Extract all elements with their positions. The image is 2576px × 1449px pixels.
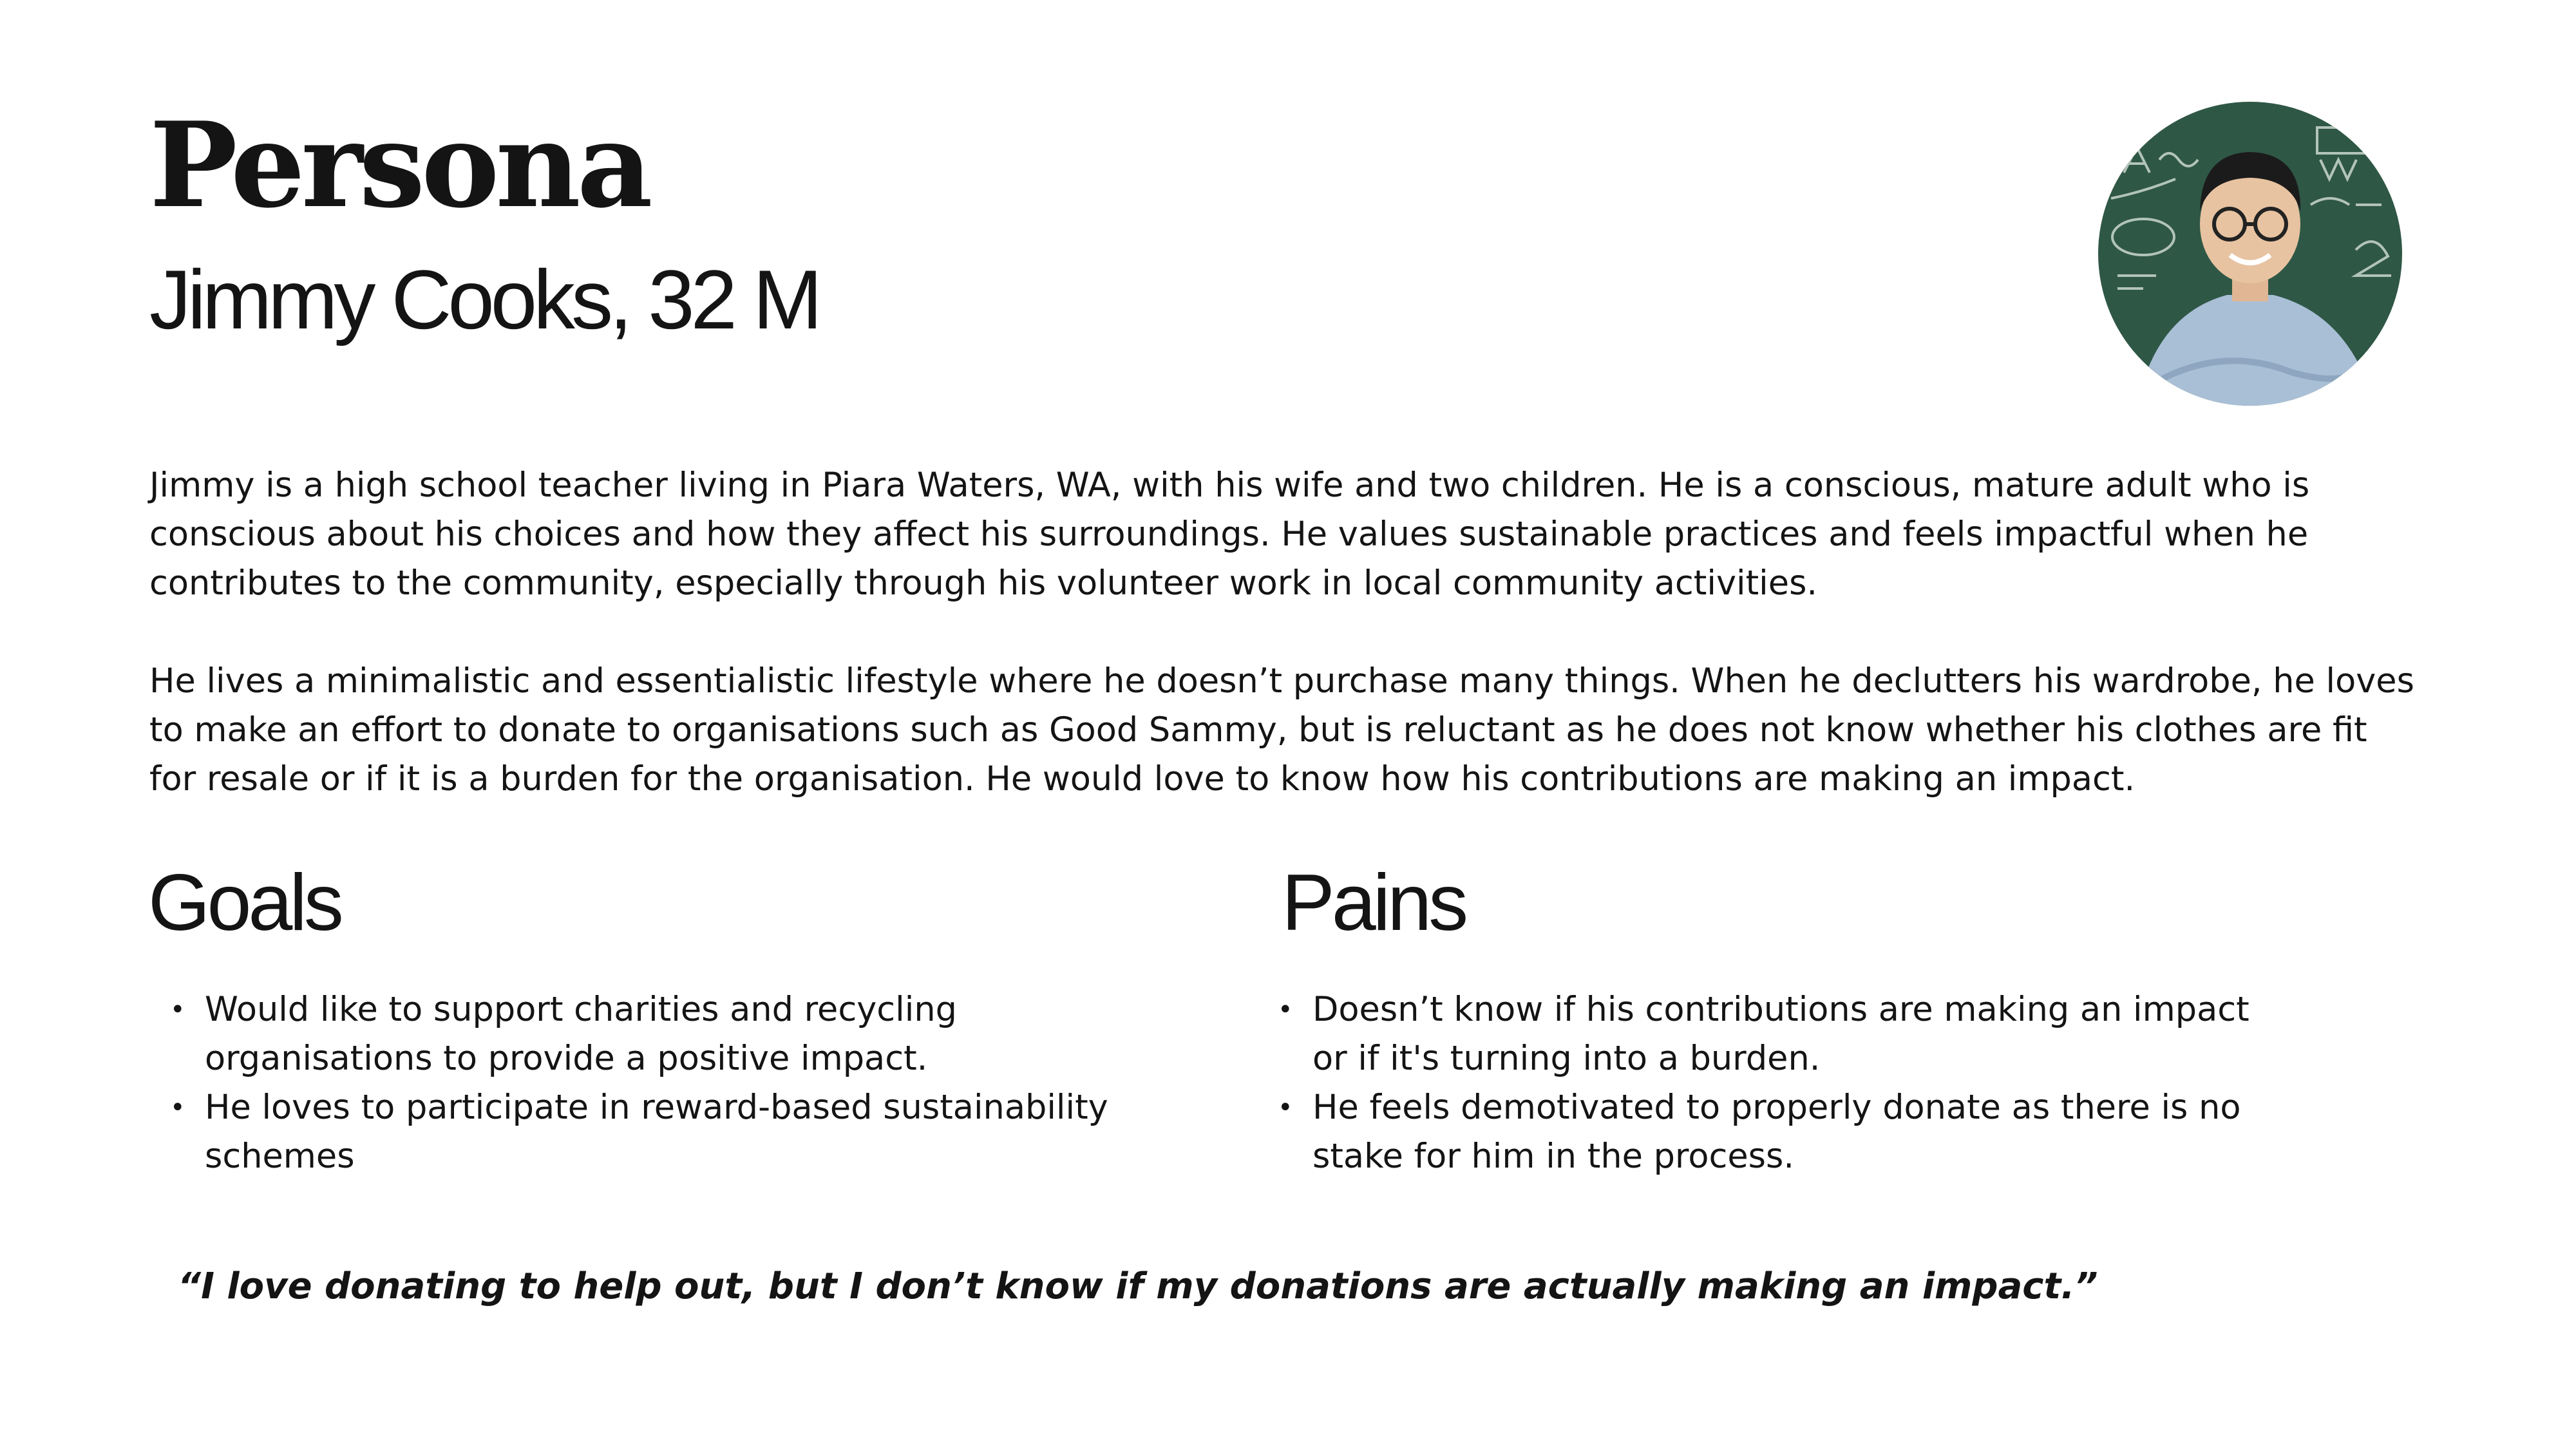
pain-item: • He feels demotivated to properly donate as there is no stake for him in the process.: [1257, 1083, 2275, 1181]
pains-list: [1257, 985, 2275, 1181]
goal-item: • Would like to support charities and recycling organisations to provide a positive impact.: [149, 985, 1154, 1083]
persona-quote: “I love donating to help out, but I don’t know if my donations are actually making an impact.”: [178, 1265, 2098, 1307]
pains-heading: Pains: [1282, 858, 1466, 947]
person-photo-icon: [2098, 102, 2402, 406]
persona-name: Jimmy Cooks, 32 M: [149, 252, 819, 346]
goal-item: • He loves to participate in reward-based sustainability schemes: [149, 1083, 1154, 1181]
pain-item: • Doesn’t know if his contributions are making an impact or if it's turning into a burden.: [1257, 985, 2275, 1083]
bio-paragraph: He lives a minimalistic and essentialistic lifestyle where he doesn’t purchase many things. When he declutters his wardrobe, he loves to make an effort to donate to organisations such as Good Sammy, but is reluctant as he does not know whether his clothes are fit for resale or if it is a burden for the organisation. He would love to know how his contributions are making an impact.: [149, 661, 2414, 799]
goals-heading: Goals: [148, 858, 341, 947]
goals-list: [149, 985, 1154, 1181]
avatar: [2098, 102, 2402, 406]
page-title: Persona: [149, 96, 649, 234]
bio-paragraph: Jimmy is a high school teacher living in Piara Waters, WA, with his wife and two children. He is a conscious, mature adult who is conscious about his choices and how they affect his surroundings. He values sustainable practices and feels impactful when he contributes to the community, especially through his volunteer work in local community activities.: [149, 466, 2310, 603]
bio: [149, 461, 2416, 853]
